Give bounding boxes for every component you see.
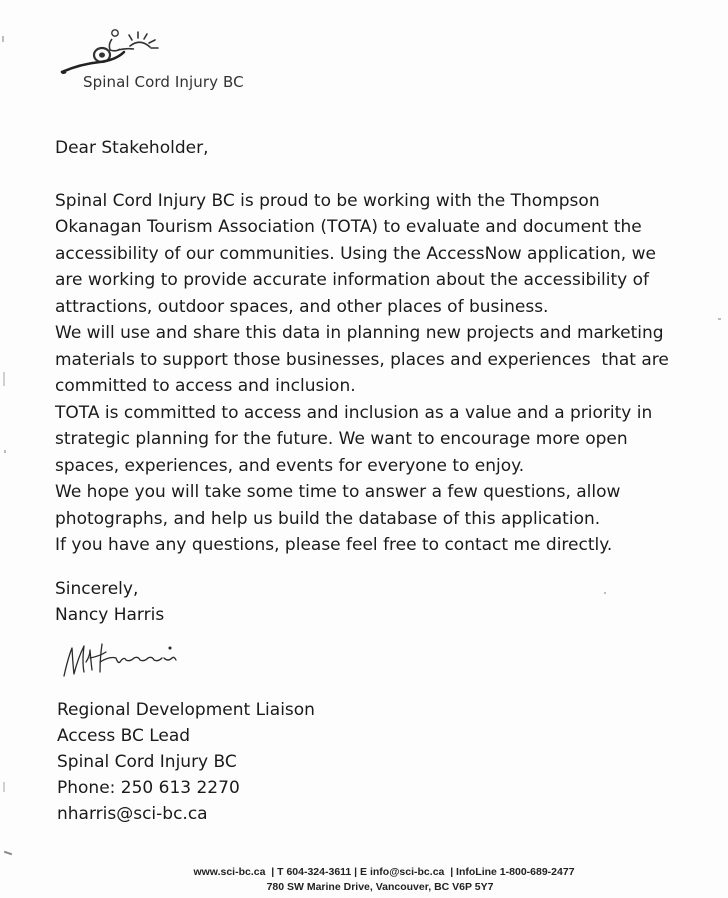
paragraph-line: If you have any questions, please feel free to contact me directly. [55,535,613,555]
logo-wordmark: Spinal Cord Injury BC [83,73,244,91]
paragraph-line: Spinal Cord Injury BC is proud to be working with the Thompson [55,190,600,211]
paragraph-line: attractions, outdoor spaces, and other places of business. [55,296,549,317]
paragraph-line: spaces, experiences, and events for everyone to enjoy. [55,455,525,476]
scan-speck [718,318,721,320]
paragraph-line: are working to provide accurate information about the accessibility of [55,270,650,290]
sender-role: Access BC Lead [57,726,191,746]
salutation: Dear Stakeholder, [55,138,209,158]
closing-phrase: Sincerely, [55,579,139,599]
footer-contact-line: www.sci-bc.ca | T 604-324-3611 | E info@sci-bc.ca | InfoLine 1-800-689-2477 [193,866,575,878]
letter-body [55,135,695,559]
paragraph-line: We hope you will take some time to answer a few questions, allow [55,482,621,502]
paragraph-line: Okanagan Tourism Association (TOTA) to evaluate and document the [55,217,642,237]
paragraph-line: committed to access and inclusion. [55,376,356,396]
paragraph-line: accessibility of our communities. Using the AccessNow application, we [55,243,656,264]
paragraph-line: strategic planning for the future. We want to encourage more open [55,429,628,449]
scan-speck [604,592,606,594]
scan-speck [4,450,6,453]
letter-paragraph [55,188,695,559]
sender-phone: Phone: 250 613 2270 [57,778,240,798]
paragraph-line: materials to support those businesses, places and experiences that are [55,349,669,370]
handwritten-signature [60,636,190,686]
scan-speck [2,36,4,42]
scan-speck [4,851,12,856]
sender-organization: Spinal Cord Injury BC [57,752,237,772]
letter-closing [55,576,164,628]
organization-logo [60,22,280,102]
footer-address-line: 780 SW Marine Drive, Vancouver, BC V6P 5Y7 [266,881,494,893]
sender-name: Nancy Harris [55,605,165,625]
wheelchair-sun-logo-icon [60,22,180,80]
paragraph-line: We will use and share this data in planning new projects and marketing [55,323,664,343]
paragraph-line: photographs, and help us build the database of this application. [55,508,601,529]
sender-details [57,697,315,827]
scan-speck [3,782,5,792]
paragraph-line: TOTA is committed to access and inclusion as a value and a priority in [55,402,653,423]
scan-speck [3,372,5,386]
sender-email: nharris@sci-bc.ca [57,804,208,824]
sender-title: Regional Development Liaison [57,700,315,720]
